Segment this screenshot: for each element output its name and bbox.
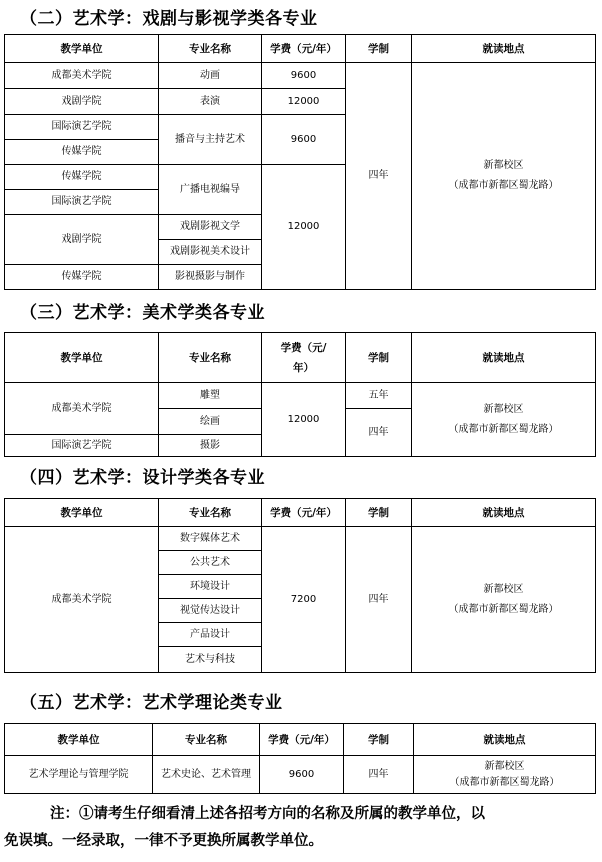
header-unit: 教学单位 (5, 724, 153, 756)
location-campus: 新都校区 (483, 583, 524, 595)
table-design (4, 498, 596, 673)
major-cell: 艺术与科技 (159, 647, 262, 673)
table-fine-arts (4, 332, 596, 457)
major-cell: 影视摄影与制作 (159, 265, 262, 290)
major-cell: 公共艺术 (159, 551, 262, 575)
fee-cell: 12000 (262, 89, 346, 115)
major-cell: 绘画 (159, 409, 262, 435)
header-duration: 学制 (346, 499, 412, 527)
location-cell (412, 63, 596, 290)
duration-cell: 四年 (346, 63, 412, 290)
location-address: （成都市新都区蜀龙路） (449, 776, 560, 788)
unit-cell: 艺术学理论与管理学院 (5, 756, 153, 794)
major-cell: 动画 (159, 63, 262, 89)
major-cell: 雕塑 (159, 383, 262, 409)
major-cell: 环境设计 (159, 575, 262, 599)
location-cell (412, 527, 596, 673)
note-line1: 注：①请考生仔细看清上述各招考方向的名称及所属的教学单位，以 (50, 805, 485, 822)
location-cell (414, 756, 596, 794)
major-cell: 艺术史论、艺术管理 (153, 756, 260, 794)
unit-cell: 传媒学院 (5, 265, 159, 290)
header-unit: 教学单位 (5, 35, 159, 63)
major-cell: 表演 (159, 89, 262, 115)
section-title-design: （四）艺术学：设计学类各专业 (20, 468, 265, 488)
header-major: 专业名称 (159, 333, 262, 383)
location-address: （成都市新都区蜀龙路） (448, 423, 559, 435)
location-campus: 新都校区 (484, 760, 525, 772)
unit-cell: 国际演艺学院 (5, 190, 159, 215)
duration-cell: 五年 (346, 383, 412, 409)
header-location: 就读地点 (414, 724, 596, 756)
table-art-theory (4, 723, 596, 794)
header-fee-line2: 年） (293, 361, 314, 374)
header-major: 专业名称 (159, 499, 262, 527)
fee-cell: 9600 (262, 63, 346, 89)
location-campus: 新都校区 (483, 403, 524, 415)
duration-cell: 四年 (344, 756, 414, 794)
section-title-art-theory: （五）艺术学：艺术学理论类专业 (20, 693, 283, 713)
header-unit: 教学单位 (5, 333, 159, 383)
header-location: 就读地点 (412, 35, 596, 63)
major-cell: 广播电视编导 (159, 165, 262, 215)
section-title-drama-film: （二）艺术学：戏剧与影视学类各专业 (20, 9, 318, 29)
location-address: （成都市新都区蜀龙路） (448, 180, 559, 191)
location-campus: 新都校区 (483, 160, 524, 171)
unit-cell: 成都美术学院 (5, 383, 159, 435)
unit-cell: 传媒学院 (5, 165, 159, 190)
header-fee (262, 333, 346, 383)
header-fee: 学费（元/年） (260, 724, 344, 756)
major-cell: 戏剧影视文学 (159, 215, 262, 240)
major-cell: 数字媒体艺术 (159, 527, 262, 551)
major-cell: 产品设计 (159, 623, 262, 647)
fee-cell: 9600 (260, 756, 344, 794)
header-duration: 学制 (344, 724, 414, 756)
header-fee: 学费（元/年） (262, 499, 346, 527)
location-cell (412, 383, 596, 457)
header-location: 就读地点 (412, 499, 596, 527)
fee-cell: 12000 (262, 383, 346, 457)
unit-cell: 国际演艺学院 (5, 435, 159, 457)
header-major: 专业名称 (159, 35, 262, 63)
header-fee: 学费（元/年） (262, 35, 346, 63)
note (4, 800, 598, 854)
unit-cell: 传媒学院 (5, 140, 159, 165)
major-cell: 摄影 (159, 435, 262, 457)
location-address: （成都市新都区蜀龙路） (448, 603, 559, 615)
header-fee-line1: 学费（元/ (280, 341, 327, 354)
unit-cell: 戏剧学院 (5, 215, 159, 265)
header-duration: 学制 (346, 35, 412, 63)
unit-cell: 成都美术学院 (5, 527, 159, 673)
duration-cell: 四年 (346, 527, 412, 673)
major-cell: 播音与主持艺术 (159, 115, 262, 165)
duration-cell: 四年 (346, 409, 412, 457)
header-location: 就读地点 (412, 333, 596, 383)
fee-cell: 7200 (262, 527, 346, 673)
fee-cell: 9600 (262, 115, 346, 165)
header-major: 专业名称 (153, 724, 260, 756)
major-cell: 视觉传达设计 (159, 599, 262, 623)
table-drama-film (4, 34, 596, 290)
fee-cell: 12000 (262, 165, 346, 290)
note-line2: 免误填。一经录取，一律不予更换所属教学单位。 (4, 832, 323, 849)
unit-cell: 戏剧学院 (5, 89, 159, 115)
section-title-fine-arts: （三）艺术学：美术学类各专业 (20, 303, 265, 323)
unit-cell: 成都美术学院 (5, 63, 159, 89)
unit-cell: 国际演艺学院 (5, 115, 159, 140)
header-unit: 教学单位 (5, 499, 159, 527)
header-duration: 学制 (346, 333, 412, 383)
major-cell: 戏剧影视美术设计 (159, 240, 262, 265)
